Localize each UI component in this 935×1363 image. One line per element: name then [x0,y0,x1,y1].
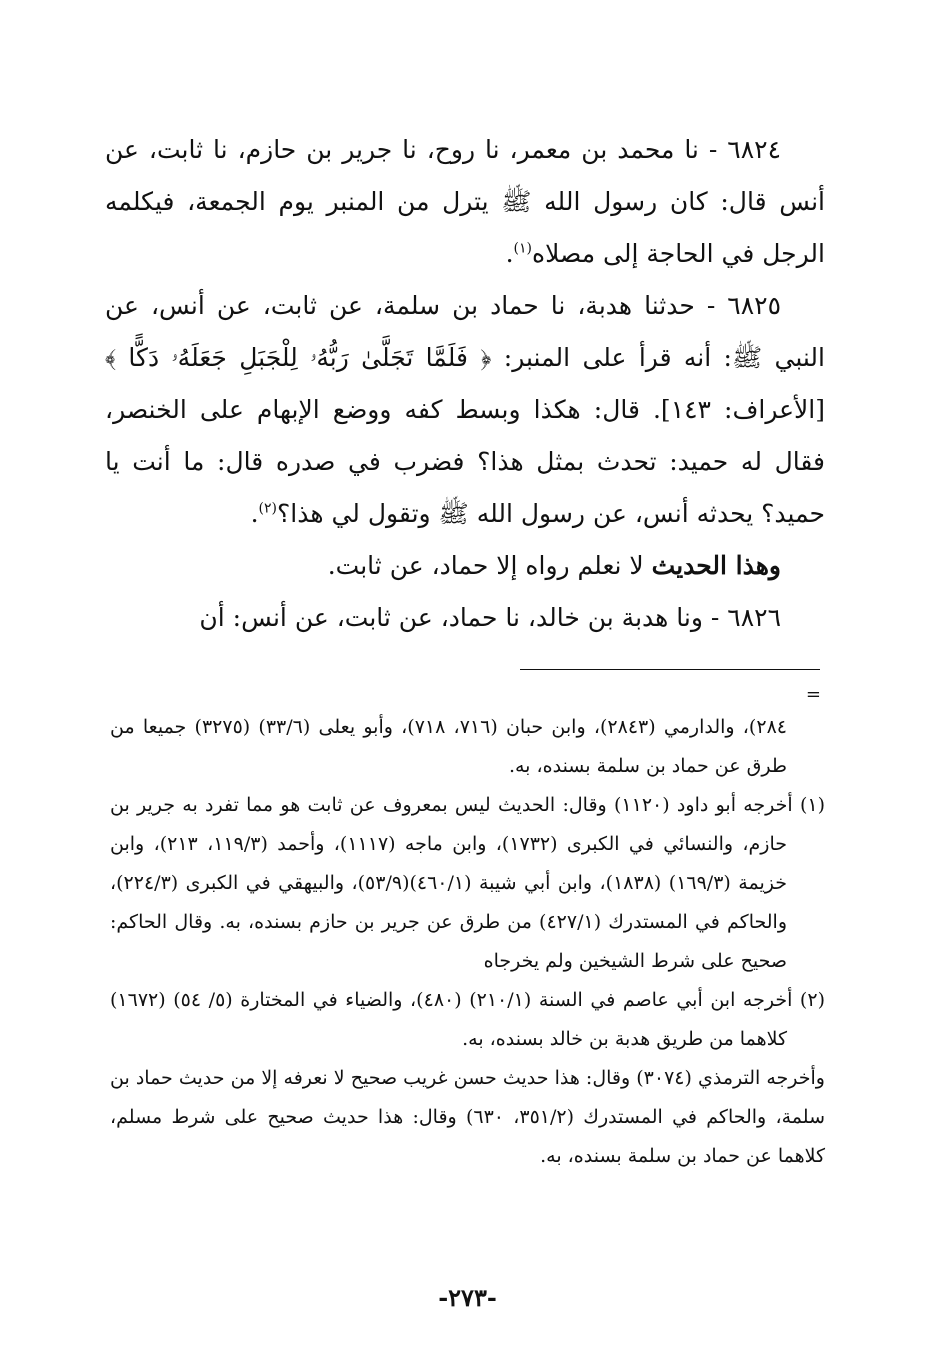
hadith-number: ٦٨٢٥ [727,291,781,320]
footnotes [110,708,825,1176]
hadith-text-continued: [الأعراف: ١٤٣]. قال: هكذا وبسط كفه ووضع الإبهام على الخنصر، فقال له حميد: تحدث بمثل هذا؟ فضرب في صدره قال: ما أنت يا حميد؟ يحدثه أنس، عن رسول الله ﷺ وتقول لي هذا؟ [105,395,825,528]
hadith-text: - ونا هدبة بن خالد، نا حماد، عن ثابت، عن أنس: أن [199,603,728,632]
page-number: -٢٧٣- [438,1283,497,1312]
hadith-number: ٦٨٢٦ [727,603,781,632]
footnote-continued: ٢٨٤)، والدارمي (٢٨٤٣)، وابن حبان (٧١٦، ٧١٨)، وأبو يعلى (٣٣/٦) (٣٢٧٥) جميعا من طرق عن حماد بن سلمة بسنده، به. [110,716,787,777]
footnote-divider [520,669,820,670]
footnote-1: (١) أخرجه أبو داود (١١٢٠) وقال: الحديث ليس بمعروف عن ثابت هو مما تفرد به جرير بن حازم، والنسائي في الكبرى (١٧٣٢)، وابن ماجه (١١١٧)، وأحمد (١١٩/٣، ٢١٣)، وابن خزيمة (١٦٩/٣) (١٨٣٨)، وابن أبي شيبة (٤٦٠/١)(٥٣/٩)، والبيهقي في الكبرى (٢٢٤/٣)، والحاكم في المستدرك (٤٢٧/١) من طرق عن جرير بن حازم بسنده، به. وقال الحاكم: صحيح على شرط الشيخين ولم يخرجاه [110,794,826,972]
footnote-continuation-mark: = [805,684,821,705]
hadith-text: - نا محمد بن معمر، نا روح، نا جرير بن حازم، نا ثابت، عن أنس قال: كان رسول الله ﷺ يترل من المنبر يوم الجمعة، فيكلمه الرجل في الحاجة إلى مصلاه [105,135,825,268]
footnote-ref: (١) [513,240,533,257]
hadith-text: - حدثنا هدبة، نا حماد بن سلمة، عن ثابت، عن أنس، عن النبي ﷺ: أنه قرأ على المنبر: [105,291,825,372]
footnote-2-continued: وأخرجه الترمذي (٣٠٧٤) وقال: هذا حديث حسن غريب صحيح لا نعرفه إلا من حديث حماد بن سلمة، والحاكم في المستدرك (٣٥١/٢، ٦٣٠) وقال: هذا حديث صحيح على شرط مسلم، كلاهما عن حماد بن سلمة بسنده، به. [110,1067,825,1167]
hadith-end: . [250,499,259,528]
author-comment [105,540,825,592]
comment-bold: وهذا الحديث [651,551,781,580]
hadith-end: . [505,239,514,268]
footnote-2: (٢) أخرجه ابن أبي عاصم في السنة (٢١٠/١) (٤٨٠)، والضياء في المختارة (٥/ ٥٤) (١٦٧٢) كلاهما من طريق هدبة بن خالد بسنده، به. [110,989,825,1050]
hadith-6825 [105,280,825,540]
main-text [105,124,825,644]
hadith-number: ٦٨٢٤ [727,135,781,164]
quran-verse: ﴿ فَلَمَّا تَجَلَّىٰ رَبُّهُۥ لِلْجَبَلِ جَعَلَهُۥ دَكًّا ﴾ [105,343,492,372]
hadith-6826 [105,592,825,644]
hadith-6824 [105,124,825,280]
comment-text: لا نعلم رواه إلا حماد، عن ثابت. [327,551,652,580]
footnote-ref: (٢) [258,500,277,517]
